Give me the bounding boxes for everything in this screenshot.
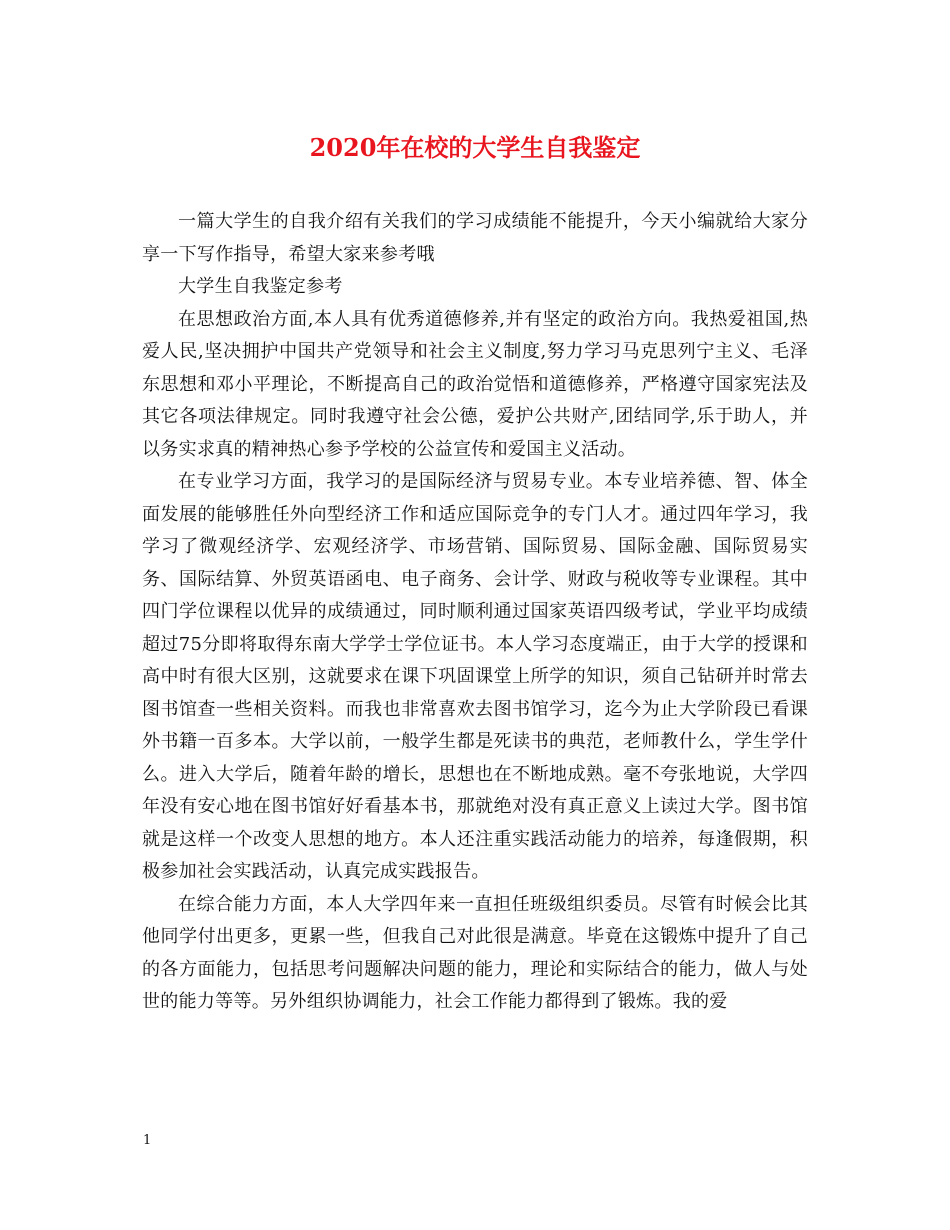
- page-number: 1: [143, 1133, 152, 1148]
- political-paragraph: 在思想政治方面,本人具有优秀道德修养,并有坚定的政治方向。我热爱祖国,热爱人民,坚决拥护中国共产党领导和社会主义制度,努力学习马克思列宁主义、毛泽东思想和邓小平理论，不断提高自己的政治觉悟和道德修养，严格遵守国家宪法及其它各项法律规定。同时我遵守社会公德，爱护公共财产,团结同学,乐于助人，并以务实求真的精神热心参予学校的公益宣传和爱国主义活动。: [142, 308, 808, 460]
- ability-paragraph: 在综合能力方面，本人大学四年来一直担任班级组织委员。尽管有时候会比其他同学付出更多，更累一些，但我自己对此很是满意。毕竟在这锻炼中提升了自己的各方面能力，包括思考问题解决问题的能力，理论和实际结合的能力，做人与处世的能力等等。另外组织协调能力，社会工作能力都得到了锻炼。我的爱: [142, 893, 808, 1012]
- document-body: [142, 206, 808, 1019]
- document-title: 2020年在校的大学生自我鉴定: [309, 133, 641, 162]
- intro-paragraph: 一篇大学生的自我介绍有关我们的学习成绩能不能提升，今天小编就给大家分享一下写作指导，希望大家来参考哦: [142, 211, 808, 265]
- study-paragraph: 在专业学习方面，我学习的是国际经济与贸易专业。本专业培养德、智、体全面发展的能够胜任外向型经济工作和适应国际竞争的专门人才。通过四年学习，我学习了微观经济学、宏观经济学、市场营销、国际贸易、国际金融、国际贸易实务、国际结算、外贸英语函电、电子商务、会计学、财政与税收等专业课程。其中四门学位课程以优异的成绩通过，同时顺利通过国家英语四级考试，学业平均成绩超过75分即将取得东南大学学士学位证书。本人学习态度端正，由于大学的授课和高中时有很大区别，这就要求在课下巩固课堂上所学的知识，须自己钻研并时常去图书馆查一些相关资料。而我也非常喜欢去图书馆学习，迄今为止大学阶段已看课外书籍一百多本。大学以前，一般学生都是死读书的典范，老师教什么，学生学什么。进入大学后，随着年龄的增长，思想也在不断地成熟。毫不夸张地说，大学四年没有安心地在图书馆好好看基本书，那就绝对没有真正意义上读过大学。图书馆就是这样一个改变人思想的地方。本人还注重实践活动能力的培养，每逢假期，积极参加社会实践活动，认真完成实践报告。: [142, 471, 808, 882]
- section-heading-paragraph: 大学生自我鉴定参考: [178, 276, 343, 297]
